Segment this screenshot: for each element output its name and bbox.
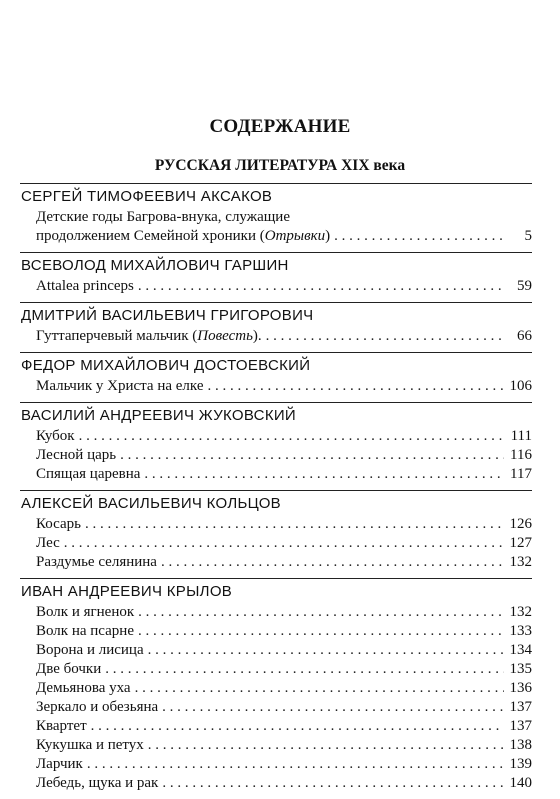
page-number: 138 xyxy=(509,737,532,753)
entry-title-text: Ларчик xyxy=(36,756,83,772)
entry-title xyxy=(36,446,116,465)
toc-section xyxy=(20,402,532,490)
author-name: АЛЕКСЕЙ ВАСИЛЬЕВИЧ КОЛЬЦОВ xyxy=(21,495,281,512)
entry-title xyxy=(36,698,158,717)
entry-title xyxy=(36,534,60,553)
toc-entry[interactable] xyxy=(20,446,532,465)
entry-title xyxy=(36,755,83,774)
entry-title xyxy=(36,641,144,660)
toc-entry[interactable] xyxy=(20,553,532,572)
entry-title-text: Демьянова уха xyxy=(36,680,131,696)
author-name: ИВАН АНДРЕЕВИЧ КРЫЛОВ xyxy=(21,583,233,600)
dot-leader xyxy=(87,755,504,774)
entry-title xyxy=(36,553,157,572)
entry-title-text: Раздумье селянина xyxy=(36,554,157,570)
entry-title xyxy=(36,717,87,736)
author-name: ВСЕВОЛОД МИХАЙЛОВИЧ ГАРШИН xyxy=(21,257,289,274)
dot-leader xyxy=(266,327,504,346)
page-number: 127 xyxy=(509,535,532,551)
toc-entry[interactable] xyxy=(20,660,532,679)
entry-title xyxy=(36,622,134,641)
toc-entry-first-line xyxy=(20,208,532,227)
entry-title-text: Зеркало и обезьяна xyxy=(36,699,159,715)
dot-leader xyxy=(91,717,504,736)
page-number: 139 xyxy=(509,756,532,772)
page-number: 133 xyxy=(509,623,532,639)
entry-title xyxy=(36,377,203,396)
toc-entry[interactable] xyxy=(20,277,532,296)
entry-title-suffix: ) xyxy=(325,228,331,244)
dot-leader xyxy=(138,603,504,622)
toc-entry[interactable] xyxy=(20,377,532,396)
entry-title xyxy=(36,736,144,755)
entry-title-text: продолжением Семейной хроники ( xyxy=(36,228,265,244)
entry-title xyxy=(36,679,131,698)
toc-entry[interactable] xyxy=(20,534,532,553)
author-name: ДМИТРИЙ ВАСИЛЬЕВИЧ ГРИГОРОВИЧ xyxy=(21,307,314,324)
entry-title-text: Лебедь, щука и рак xyxy=(36,775,159,791)
dot-leader xyxy=(138,277,504,296)
dot-leader xyxy=(64,534,504,553)
entry-title xyxy=(36,515,81,534)
toc-entry[interactable] xyxy=(20,622,532,641)
dot-leader xyxy=(162,774,504,793)
entry-title-text: Лес xyxy=(36,535,60,551)
entry-title-text: Две бочки xyxy=(36,661,102,677)
toc-entry[interactable] xyxy=(20,679,532,698)
dot-leader xyxy=(85,515,504,534)
toc-entry[interactable] xyxy=(20,427,532,446)
author-name: СЕРГЕЙ ТИМОФЕЕВИЧ АКСАКОВ xyxy=(21,188,273,205)
page-number: 137 xyxy=(509,699,532,715)
entry-title xyxy=(36,603,134,622)
page-heading: СОДЕРЖАНИЕ xyxy=(209,116,351,137)
dot-leader xyxy=(144,465,504,484)
author-name: ВАСИЛИЙ АНДРЕЕВИЧ ЖУКОВСКИЙ xyxy=(21,407,297,424)
entry-title-text: Гуттаперчевый мальчик ( xyxy=(36,328,198,344)
page-number: 134 xyxy=(509,642,532,658)
toc-entry[interactable] xyxy=(20,736,532,755)
entry-title-text: Косарь xyxy=(36,516,81,532)
toc-entry[interactable] xyxy=(20,515,532,534)
page-number: 116 xyxy=(510,447,532,463)
dot-leader xyxy=(135,679,504,698)
entry-title xyxy=(36,427,75,446)
dot-leader xyxy=(334,227,504,246)
toc-entry[interactable] xyxy=(20,717,532,736)
toc-section xyxy=(20,302,532,352)
dot-leader xyxy=(161,553,504,572)
entry-title-text: Спящая царевна xyxy=(36,466,141,482)
toc-section xyxy=(20,490,532,578)
page-number: 132 xyxy=(509,554,532,570)
entry-title-text: Кубок xyxy=(36,428,75,444)
page-number: 132 xyxy=(509,604,532,620)
toc-entry[interactable] xyxy=(20,327,532,346)
entry-title-text: Лесной царь xyxy=(36,447,117,463)
toc-entry[interactable] xyxy=(20,227,532,246)
dot-leader xyxy=(148,641,504,660)
entry-title-suffix: ). xyxy=(252,328,262,344)
entry-title xyxy=(36,465,140,484)
entry-genre-note: Отрывки xyxy=(264,228,326,244)
entry-title-text: Волк и ягненок xyxy=(36,604,135,620)
page-number: 135 xyxy=(509,661,532,677)
table-of-contents xyxy=(20,183,532,799)
page-number: 66 xyxy=(517,328,532,344)
toc-entry[interactable] xyxy=(20,755,532,774)
page-number: 117 xyxy=(510,466,532,482)
page-number: 5 xyxy=(524,228,532,244)
toc-entry[interactable] xyxy=(20,465,532,484)
page-number: 137 xyxy=(509,718,532,734)
dot-leader xyxy=(105,660,504,679)
entry-title-text: Attalea princeps xyxy=(36,278,134,294)
entry-title xyxy=(36,660,101,679)
toc-entry[interactable] xyxy=(20,698,532,717)
toc-section xyxy=(20,352,532,402)
entry-genre-note: Повесть xyxy=(197,328,253,344)
entry-title xyxy=(36,774,158,793)
entry-title-text: Кукушка и петух xyxy=(36,737,144,753)
dot-leader xyxy=(79,427,504,446)
toc-section xyxy=(20,252,532,302)
entry-title-text: Ворона и лисица xyxy=(36,642,144,658)
toc-entry[interactable] xyxy=(20,603,532,622)
dot-leader xyxy=(207,377,504,396)
entry-title-text: Мальчик у Христа на елке xyxy=(36,378,204,394)
author-name: ФЕДОР МИХАЙЛОВИЧ ДОСТОЕВСКИЙ xyxy=(21,357,311,374)
entry-title-text: Волк на псарне xyxy=(36,623,134,639)
entry-title-text: Квартет xyxy=(36,718,87,734)
dot-leader xyxy=(120,446,504,465)
dot-leader xyxy=(148,736,504,755)
page-number: 136 xyxy=(509,680,532,696)
entry-title xyxy=(36,327,262,346)
toc-section xyxy=(20,578,532,799)
page-number: 111 xyxy=(510,428,532,444)
entry-title xyxy=(36,277,134,296)
entry-title-line: Детские годы Багрова-внука, служащие xyxy=(36,209,290,225)
toc-section xyxy=(20,183,532,252)
page-number: 126 xyxy=(509,516,532,532)
page-number: 59 xyxy=(517,278,532,294)
page-number: 140 xyxy=(509,775,532,791)
toc-entry[interactable] xyxy=(20,774,532,793)
page-number: 106 xyxy=(509,378,532,394)
entry-title xyxy=(36,227,330,246)
section-gap xyxy=(20,793,532,799)
dot-leader xyxy=(138,622,504,641)
dot-leader xyxy=(162,698,504,717)
section-subheading: РУССКАЯ ЛИТЕРАТУРА XIX века xyxy=(154,157,406,174)
toc-entry[interactable] xyxy=(20,641,532,660)
